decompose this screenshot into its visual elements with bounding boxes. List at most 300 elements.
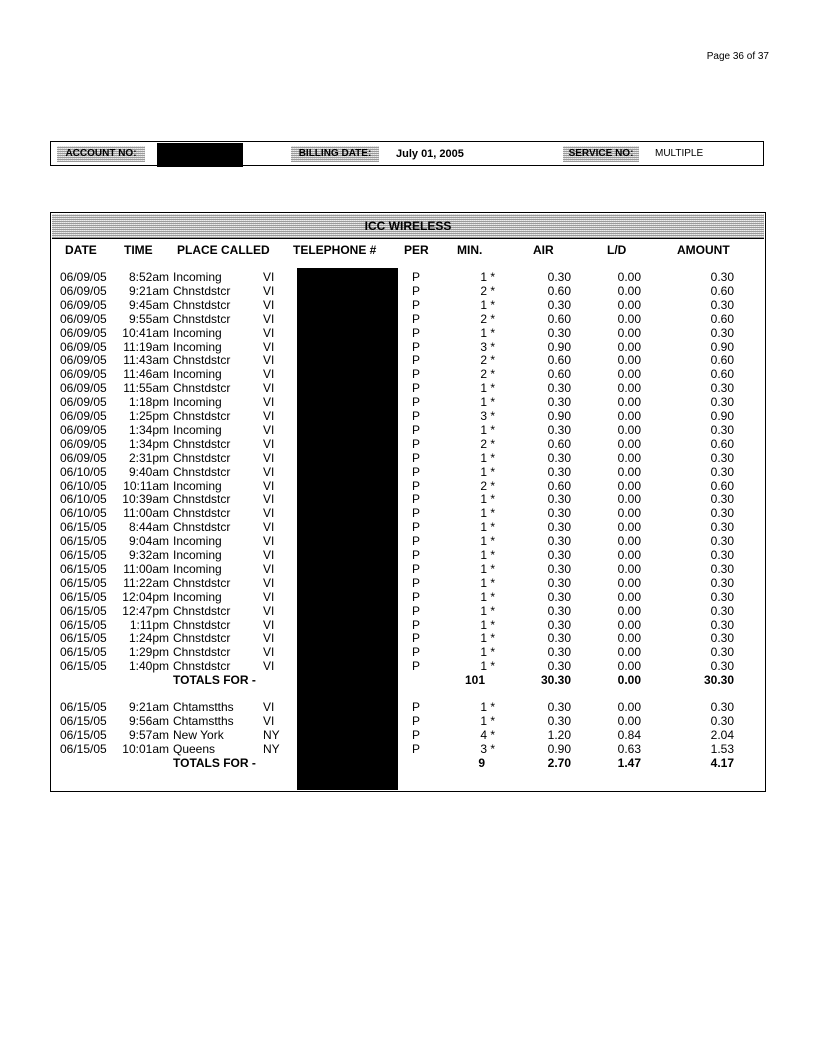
cell-state: VI bbox=[263, 325, 275, 340]
cell-time: 10:41am bbox=[122, 325, 169, 340]
cell-date: 06/15/05 bbox=[60, 727, 107, 742]
cell-air: 0.30 bbox=[547, 422, 571, 437]
cell-state: VI bbox=[263, 700, 275, 714]
cell-per: P bbox=[412, 297, 421, 312]
cell-time: 10:01am bbox=[122, 741, 169, 756]
cell-place: Incoming bbox=[173, 367, 222, 382]
cell-state: VI bbox=[263, 506, 275, 521]
cell-air: 0.30 bbox=[547, 575, 571, 590]
cell-per: P bbox=[412, 645, 421, 660]
cell-time: 9:56am bbox=[128, 713, 169, 728]
cell-min: 1 * bbox=[480, 492, 495, 507]
cell-air: 0.30 bbox=[547, 659, 571, 674]
cell-time: 9:57am bbox=[128, 727, 169, 742]
cell-air: 0.30 bbox=[547, 450, 571, 465]
cell-ld: 0.00 bbox=[617, 436, 641, 451]
cell-per: P bbox=[412, 367, 421, 382]
cell-place: Chnstdstcr bbox=[173, 311, 231, 326]
cell-ld: 0.00 bbox=[617, 631, 641, 646]
cell-state: VI bbox=[263, 478, 275, 493]
cell-ld: 0.00 bbox=[617, 325, 641, 340]
cell-date: 06/15/05 bbox=[60, 603, 107, 618]
cell-ld: 0.00 bbox=[617, 422, 641, 437]
cell-state: NY bbox=[263, 727, 280, 742]
table-row bbox=[51, 381, 765, 395]
cell-time: 9:21am bbox=[128, 700, 169, 714]
cell-amount: 0.30 bbox=[710, 645, 734, 660]
table-row bbox=[51, 700, 765, 714]
cell-time: 8:44am bbox=[128, 520, 169, 535]
cell-min: 1 * bbox=[480, 464, 495, 479]
cell-amount: 0.60 bbox=[710, 436, 734, 451]
cell-air: 0.30 bbox=[547, 506, 571, 521]
cell-state: VI bbox=[263, 561, 275, 576]
cell-air: 0.60 bbox=[547, 283, 571, 298]
table-row bbox=[51, 353, 765, 367]
cell-min: 1 * bbox=[480, 520, 495, 535]
table-row bbox=[51, 395, 765, 409]
cell-totals-label: TOTALS FOR - bbox=[173, 755, 256, 770]
table-row bbox=[51, 548, 765, 562]
cell-date: 06/15/05 bbox=[60, 589, 107, 604]
cell-state: VI bbox=[263, 283, 275, 298]
cell-ld: 0.00 bbox=[617, 617, 641, 632]
cell-state: VI bbox=[263, 270, 275, 284]
cell-per: P bbox=[412, 381, 421, 396]
cell-time: 10:11am bbox=[123, 478, 169, 493]
cell-per: P bbox=[412, 464, 421, 479]
cell-min: 101 bbox=[464, 673, 485, 688]
cell-time: 9:32am bbox=[128, 548, 169, 562]
cell-date: 06/15/05 bbox=[60, 631, 107, 646]
cell-min: 1 * bbox=[480, 603, 495, 618]
cell-date: 06/09/05 bbox=[60, 367, 107, 382]
cell-min: 1 * bbox=[480, 506, 495, 521]
cell-amount: 0.30 bbox=[710, 631, 734, 646]
cell-min: 3 * bbox=[480, 339, 495, 354]
cell-date: 06/10/05 bbox=[60, 478, 107, 493]
table-row bbox=[51, 742, 765, 756]
cell-place: Chnstdstcr bbox=[173, 631, 231, 646]
cell-per: P bbox=[412, 436, 421, 451]
cell-per: P bbox=[412, 353, 421, 368]
cell-place: Incoming bbox=[173, 534, 222, 549]
cell-ld: 0.00 bbox=[617, 673, 641, 688]
cell-per: P bbox=[412, 548, 421, 562]
cell-totals-label: TOTALS FOR - bbox=[173, 673, 256, 688]
table-row bbox=[51, 451, 765, 465]
cell-per: P bbox=[412, 713, 421, 728]
cell-min: 1 * bbox=[480, 270, 495, 284]
cell-min: 4 * bbox=[480, 727, 495, 742]
cell-date: 06/15/05 bbox=[60, 548, 107, 562]
cell-air: 0.30 bbox=[547, 645, 571, 660]
cell-date: 06/15/05 bbox=[60, 561, 107, 576]
cell-place: Incoming bbox=[173, 478, 222, 493]
cell-ld: 0.00 bbox=[617, 311, 641, 326]
cell-place: Queens bbox=[173, 741, 216, 756]
cell-ld: 0.00 bbox=[617, 520, 641, 535]
header-time: TIME bbox=[124, 243, 153, 257]
cell-place: Chnstdstcr bbox=[173, 492, 231, 507]
service-no-value: MULTIPLE bbox=[655, 148, 704, 159]
table-row bbox=[51, 312, 765, 326]
table-row bbox=[51, 659, 765, 673]
cell-date: 06/15/05 bbox=[60, 534, 107, 549]
cell-ld: 0.00 bbox=[617, 381, 641, 396]
cell-ld: 0.00 bbox=[617, 506, 641, 521]
cell-time: 1:29pm bbox=[128, 645, 169, 660]
cell-place: Chnstdstcr bbox=[173, 381, 231, 396]
cell-per: P bbox=[412, 631, 421, 646]
cell-min: 1 * bbox=[480, 381, 495, 396]
cell-date: 06/09/05 bbox=[60, 450, 107, 465]
cell-date: 06/10/05 bbox=[60, 506, 107, 521]
cell-state: VI bbox=[263, 548, 275, 562]
call-detail-section bbox=[50, 212, 766, 792]
cell-place: Incoming bbox=[173, 339, 222, 354]
cell-per: P bbox=[412, 422, 421, 437]
cell-amount: 0.60 bbox=[710, 367, 734, 382]
cell-air: 0.30 bbox=[547, 603, 571, 618]
table-row bbox=[51, 284, 765, 298]
cell-min: 2 * bbox=[480, 367, 495, 382]
cell-amount: 0.30 bbox=[710, 270, 734, 284]
cell-place: Chnstdstcr bbox=[173, 436, 231, 451]
cell-per: P bbox=[412, 311, 421, 326]
cell-place: Chnstdstcr bbox=[173, 645, 231, 660]
cell-air: 0.30 bbox=[547, 270, 571, 284]
cell-ld: 0.00 bbox=[617, 603, 641, 618]
cell-amount: 0.30 bbox=[710, 297, 734, 312]
cell-place: Incoming bbox=[173, 561, 222, 576]
cell-time: 11:19am bbox=[123, 339, 169, 354]
cell-date: 06/09/05 bbox=[60, 311, 107, 326]
table-row bbox=[51, 298, 765, 312]
cell-state: VI bbox=[263, 422, 275, 437]
header-amount: AMOUNT bbox=[677, 243, 730, 257]
cell-amount: 0.30 bbox=[710, 450, 734, 465]
cell-ld: 0.00 bbox=[617, 713, 641, 728]
cell-per: P bbox=[412, 603, 421, 618]
cell-time: 11:55am bbox=[123, 381, 169, 396]
cell-state: VI bbox=[263, 367, 275, 382]
cell-amount: 0.30 bbox=[710, 575, 734, 590]
cell-air: 0.30 bbox=[547, 589, 571, 604]
cell-date: 06/15/05 bbox=[60, 617, 107, 632]
table-row bbox=[51, 437, 765, 451]
cell-amount: 0.30 bbox=[710, 325, 734, 340]
cell-date: 06/15/05 bbox=[60, 713, 107, 728]
cell-state: VI bbox=[263, 645, 275, 660]
table-row bbox=[51, 604, 765, 618]
cell-state: VI bbox=[263, 297, 275, 312]
header-min: MIN. bbox=[457, 243, 483, 257]
cell-date: 06/09/05 bbox=[60, 339, 107, 354]
cell-min: 1 * bbox=[480, 659, 495, 674]
cell-air: 0.30 bbox=[547, 464, 571, 479]
table-row bbox=[51, 270, 765, 284]
cell-min: 1 * bbox=[480, 534, 495, 549]
cell-state: VI bbox=[263, 492, 275, 507]
cell-time: 9:45am bbox=[128, 297, 169, 312]
cell-time: 12:47pm bbox=[122, 603, 169, 618]
cell-state: VI bbox=[263, 395, 275, 410]
cell-per: P bbox=[412, 520, 421, 535]
cell-date: 06/15/05 bbox=[60, 645, 107, 660]
table-row bbox=[51, 506, 765, 520]
cell-amount: 0.30 bbox=[710, 381, 734, 396]
cell-min: 1 * bbox=[480, 297, 495, 312]
cell-time: 1:34pm bbox=[128, 422, 169, 437]
cell-date: 06/15/05 bbox=[60, 659, 107, 674]
cell-date: 06/10/05 bbox=[60, 492, 107, 507]
cell-time: 11:46am bbox=[123, 367, 169, 382]
cell-ld: 0.00 bbox=[617, 589, 641, 604]
cell-state: VI bbox=[263, 381, 275, 396]
section-title-bar bbox=[52, 214, 764, 239]
cell-place: Incoming bbox=[173, 548, 222, 562]
cell-amount: 0.30 bbox=[710, 395, 734, 410]
cell-date: 06/15/05 bbox=[60, 741, 107, 756]
cell-ld: 0.00 bbox=[617, 367, 641, 382]
cell-ld: 0.00 bbox=[617, 548, 641, 562]
cell-ld: 0.00 bbox=[617, 534, 641, 549]
table-row bbox=[51, 562, 765, 576]
cell-min: 1 * bbox=[480, 395, 495, 410]
cell-amount: 0.30 bbox=[710, 659, 734, 674]
cell-per: P bbox=[412, 283, 421, 298]
cell-min: 2 * bbox=[480, 478, 495, 493]
cell-air: 0.30 bbox=[547, 713, 571, 728]
cell-date: 06/09/05 bbox=[60, 297, 107, 312]
cell-air: 0.60 bbox=[547, 478, 571, 493]
cell-air: 0.30 bbox=[547, 297, 571, 312]
cell-amount: 0.60 bbox=[710, 311, 734, 326]
cell-amount: 1.53 bbox=[710, 741, 734, 756]
cell-date: 06/15/05 bbox=[60, 520, 107, 535]
cell-time: 9:21am bbox=[128, 283, 169, 298]
cell-date: 06/09/05 bbox=[60, 395, 107, 410]
cell-per: P bbox=[412, 534, 421, 549]
cell-per: P bbox=[412, 492, 421, 507]
cell-air: 0.30 bbox=[547, 381, 571, 396]
table-row bbox=[51, 465, 765, 479]
table-row bbox=[51, 534, 765, 548]
billing-date-label: BILLING DATE: bbox=[291, 146, 379, 162]
cell-amount: 0.30 bbox=[710, 700, 734, 714]
cell-time: 2:31pm bbox=[128, 450, 169, 465]
table-row bbox=[51, 728, 765, 742]
table-row bbox=[51, 326, 765, 340]
cell-min: 1 * bbox=[480, 422, 495, 437]
cell-place: Chnstdstcr bbox=[173, 506, 231, 521]
cell-ld: 1.47 bbox=[617, 755, 641, 770]
cell-place: Chnstdstcr bbox=[173, 283, 231, 298]
service-no-label: SERVICE NO: bbox=[563, 146, 639, 162]
cell-state: VI bbox=[263, 464, 275, 479]
cell-air: 30.30 bbox=[540, 673, 571, 688]
billing-date-value: July 01, 2005 bbox=[396, 148, 464, 160]
cell-state: VI bbox=[263, 353, 275, 368]
cell-date: 06/09/05 bbox=[60, 409, 107, 423]
cell-min: 1 * bbox=[480, 700, 495, 714]
cell-state: VI bbox=[263, 409, 275, 423]
cell-time: 11:00am bbox=[123, 561, 169, 576]
cell-air: 0.30 bbox=[547, 520, 571, 535]
cell-amount: 30.30 bbox=[703, 673, 734, 688]
cell-ld: 0.63 bbox=[617, 741, 641, 756]
cell-air: 1.20 bbox=[547, 727, 571, 742]
cell-min: 2 * bbox=[480, 311, 495, 326]
table-row bbox=[51, 645, 765, 659]
cell-place: Chnstdstcr bbox=[173, 450, 231, 465]
header-telephone: TELEPHONE # bbox=[293, 243, 377, 257]
cell-per: P bbox=[412, 450, 421, 465]
cell-time: 8:52am bbox=[128, 270, 169, 284]
table-row bbox=[51, 576, 765, 590]
cell-date: 06/15/05 bbox=[60, 575, 107, 590]
cell-date: 06/09/05 bbox=[60, 422, 107, 437]
cell-per: P bbox=[412, 727, 421, 742]
cell-min: 1 * bbox=[480, 325, 495, 340]
cell-min: 1 * bbox=[480, 450, 495, 465]
cell-air: 0.30 bbox=[547, 548, 571, 562]
cell-state: VI bbox=[263, 450, 275, 465]
cell-time: 11:00am bbox=[123, 506, 169, 521]
cell-date: 06/09/05 bbox=[60, 436, 107, 451]
cell-place: Chnstdstcr bbox=[173, 409, 231, 423]
header-ld: L/D bbox=[607, 243, 627, 257]
account-info-box bbox=[50, 141, 764, 166]
cell-air: 0.60 bbox=[547, 311, 571, 326]
cell-per: P bbox=[412, 409, 421, 423]
table-row bbox=[51, 409, 765, 423]
cell-air: 0.30 bbox=[547, 325, 571, 340]
cell-state: NY bbox=[263, 741, 280, 756]
cell-min: 1 * bbox=[480, 548, 495, 562]
table-row bbox=[51, 423, 765, 437]
cell-time: 9:40am bbox=[128, 464, 169, 479]
header-air: AIR bbox=[533, 243, 554, 257]
cell-amount: 0.60 bbox=[710, 478, 734, 493]
table-row bbox=[51, 714, 765, 728]
cell-state: VI bbox=[263, 617, 275, 632]
account-no-redacted bbox=[157, 143, 243, 167]
cell-amount: 0.30 bbox=[710, 506, 734, 521]
cell-min: 2 * bbox=[480, 283, 495, 298]
cell-air: 0.60 bbox=[547, 353, 571, 368]
cell-per: P bbox=[412, 741, 421, 756]
totals-row bbox=[51, 673, 765, 687]
table-row bbox=[51, 492, 765, 506]
cell-amount: 4.17 bbox=[710, 755, 734, 770]
table-row bbox=[51, 618, 765, 632]
cell-state: VI bbox=[263, 520, 275, 535]
cell-place: Incoming bbox=[173, 589, 222, 604]
cell-state: VI bbox=[263, 589, 275, 604]
cell-min: 1 * bbox=[480, 589, 495, 604]
cell-min: 1 * bbox=[480, 561, 495, 576]
cell-per: P bbox=[412, 589, 421, 604]
cell-state: VI bbox=[263, 311, 275, 326]
header-place: PLACE CALLED bbox=[177, 243, 270, 257]
cell-place: Chnstdstcr bbox=[173, 353, 231, 368]
cell-air: 0.30 bbox=[547, 700, 571, 714]
cell-air: 0.90 bbox=[547, 339, 571, 354]
cell-time: 12:04pm bbox=[122, 589, 169, 604]
cell-place: Incoming bbox=[173, 422, 222, 437]
cell-air: 0.90 bbox=[547, 741, 571, 756]
cell-place: Chtamstths bbox=[173, 713, 234, 728]
cell-per: P bbox=[412, 506, 421, 521]
cell-amount: 0.90 bbox=[710, 339, 734, 354]
cell-date: 06/15/05 bbox=[60, 700, 107, 714]
cell-amount: 0.30 bbox=[710, 589, 734, 604]
cell-time: 1:34pm bbox=[128, 436, 169, 451]
cell-state: VI bbox=[263, 603, 275, 618]
cell-place: Incoming bbox=[173, 395, 222, 410]
table-row bbox=[51, 340, 765, 354]
cell-date: 06/09/05 bbox=[60, 325, 107, 340]
cell-min: 1 * bbox=[480, 575, 495, 590]
cell-ld: 0.00 bbox=[617, 270, 641, 284]
cell-min: 2 * bbox=[480, 353, 495, 368]
cell-ld: 0.00 bbox=[617, 283, 641, 298]
cell-date: 06/09/05 bbox=[60, 270, 107, 284]
cell-min: 1 * bbox=[480, 713, 495, 728]
cell-place: Chnstdstcr bbox=[173, 617, 231, 632]
cell-date: 06/10/05 bbox=[60, 464, 107, 479]
cell-ld: 0.00 bbox=[617, 450, 641, 465]
cell-amount: 0.30 bbox=[710, 617, 734, 632]
cell-air: 0.60 bbox=[547, 436, 571, 451]
cell-amount: 0.30 bbox=[710, 464, 734, 479]
cell-per: P bbox=[412, 270, 421, 284]
cell-min: 3 * bbox=[480, 409, 495, 423]
cell-ld: 0.00 bbox=[617, 561, 641, 576]
cell-air: 0.30 bbox=[547, 561, 571, 576]
cell-min: 1 * bbox=[480, 617, 495, 632]
cell-time: 1:24pm bbox=[128, 631, 169, 646]
cell-state: VI bbox=[263, 575, 275, 590]
table-row bbox=[51, 520, 765, 534]
cell-air: 2.70 bbox=[547, 755, 571, 770]
cell-air: 0.30 bbox=[547, 617, 571, 632]
cell-time: 11:43am bbox=[123, 353, 169, 368]
cell-ld: 0.00 bbox=[617, 353, 641, 368]
cell-per: P bbox=[412, 700, 421, 714]
header-per: PER bbox=[404, 243, 429, 257]
table-row bbox=[51, 631, 765, 645]
cell-ld: 0.84 bbox=[617, 727, 641, 742]
cell-per: P bbox=[412, 325, 421, 340]
cell-min: 9 bbox=[478, 755, 485, 770]
cell-air: 0.30 bbox=[547, 395, 571, 410]
cell-place: Chnstdstcr bbox=[173, 603, 231, 618]
table-row bbox=[51, 590, 765, 604]
cell-place: Chnstdstcr bbox=[173, 464, 231, 479]
cell-state: VI bbox=[263, 339, 275, 354]
cell-place: Chnstdstcr bbox=[173, 575, 231, 590]
cell-place: Chnstdstcr bbox=[173, 297, 231, 312]
cell-amount: 0.30 bbox=[710, 422, 734, 437]
cell-time: 1:40pm bbox=[128, 659, 169, 674]
cell-place: Chnstdstcr bbox=[173, 520, 231, 535]
cell-per: P bbox=[412, 617, 421, 632]
totals-row bbox=[51, 756, 765, 770]
cell-state: VI bbox=[263, 534, 275, 549]
